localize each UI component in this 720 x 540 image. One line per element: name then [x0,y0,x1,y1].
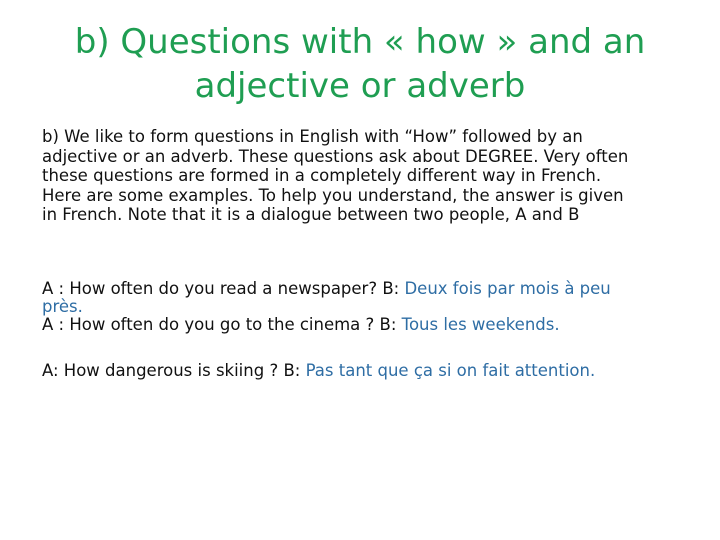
example-1-question: A : How often do you read a newspaper? B: [42,278,405,298]
slide-title-line-1: b) Questions with « how » and an [74,22,646,62]
intro-line-2: adjective or an adverb. These questions ask about DEGREE. Very often [42,146,629,166]
intro-line-5: in French. Note that it is a dialogue between two people, A and B [42,205,580,225]
example-1-answer: Deux fois par mois à peu [404,278,611,298]
example-3 [42,362,682,380]
example-3-line [42,362,682,380]
intro-line-4: Here are some examples. To help you understand, the answer is given [42,185,624,205]
slide-body [42,127,682,380]
example-3-answer: Pas tant que ça si on fait attention. [305,360,596,380]
intro-paragraph [42,127,682,225]
example-1 [42,280,682,316]
example-3-question: A: How dangerous is skiing ? B: [42,360,306,380]
example-1-answer-continued: près. [42,296,83,316]
intro-line-3: these questions are formed in a completely different way in French. [42,166,602,186]
slide-title-line-2: adjective or adverb [194,66,526,106]
example-2 [42,316,682,334]
example-2-answer: Tous les weekends. [401,314,560,334]
example-2-question: A : How often do you go to the cinema ? B: [42,314,402,334]
example-1-line-1 [42,280,682,298]
intro-line-1: b) We like to form questions in English with “How” followed by an [42,127,583,146]
slide-title [40,20,680,108]
example-2-line [42,316,682,334]
